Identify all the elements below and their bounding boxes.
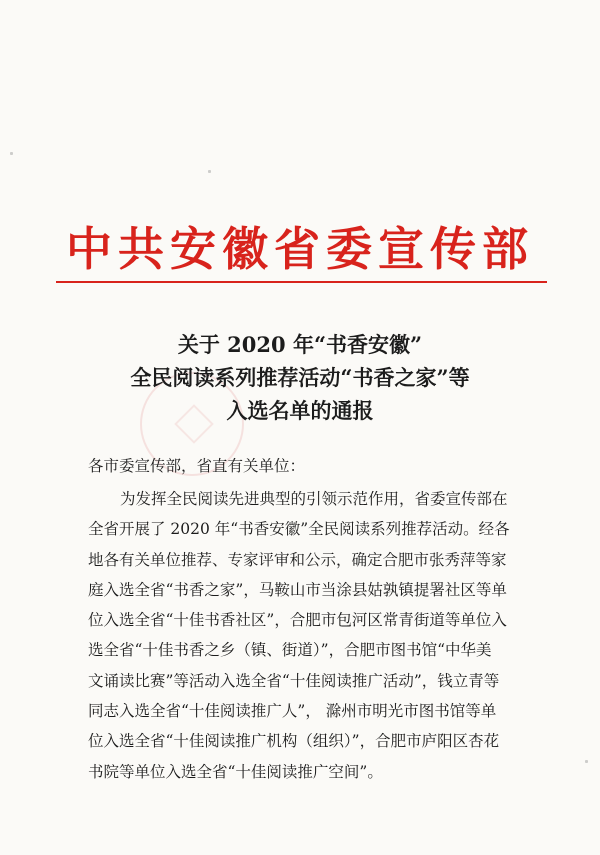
- body-line: 同志入选全省“十佳阅读推广人”， 滁州市明光市图书馆等单: [88, 702, 497, 721]
- body-line: 全省开展了 2020 年“书香安徽”全民阅读系列推荐活动。经各: [88, 520, 510, 539]
- title-line-3: 入选名单的通报: [226, 398, 374, 423]
- title-line-2: 全民阅读系列推荐活动“书香之家”等: [130, 365, 470, 390]
- body-line: 地各有关单位推荐、专家评审和公示，确定合肥市张秀萍等家: [88, 550, 507, 569]
- body-line: 为发挥全民阅读先进典型的引领示范作用，省委宣传部在: [120, 490, 508, 508]
- issuer-header: 中共安徽省委宣传部: [66, 222, 534, 276]
- scan-speck: [585, 760, 588, 763]
- body-line: 庭入选全省“书香之家”，马鞍山市当涂县姑孰镇提署社区等单: [88, 580, 507, 599]
- body-text: [88, 484, 576, 787]
- title-line-1: 关于 2020 年“书香安徽”: [177, 332, 423, 357]
- body-line: 位入选全省“十佳阅读推广机构（组织）”，合肥市庐阳区杏花: [88, 732, 500, 751]
- scan-speck: [208, 170, 211, 173]
- body-line: 位入选全省“十佳书香社区”，合肥市包河区常青街道等单位入: [88, 611, 507, 630]
- body-line: 文诵读比赛”等活动入选全省“十佳阅读推广活动”，钱立青等: [88, 671, 500, 690]
- body-line: 书院等单位入选全省“十佳阅读推广空间”。: [88, 762, 383, 781]
- salutation: 各市委宣传部，省直有关单位：: [88, 457, 306, 475]
- document-title: [0, 328, 600, 427]
- header-divider: [56, 281, 547, 283]
- scan-speck: [10, 152, 13, 155]
- body-line: 选全省“十佳书香之乡（镇、街道）”，合肥市图书馆“中华美: [88, 641, 492, 660]
